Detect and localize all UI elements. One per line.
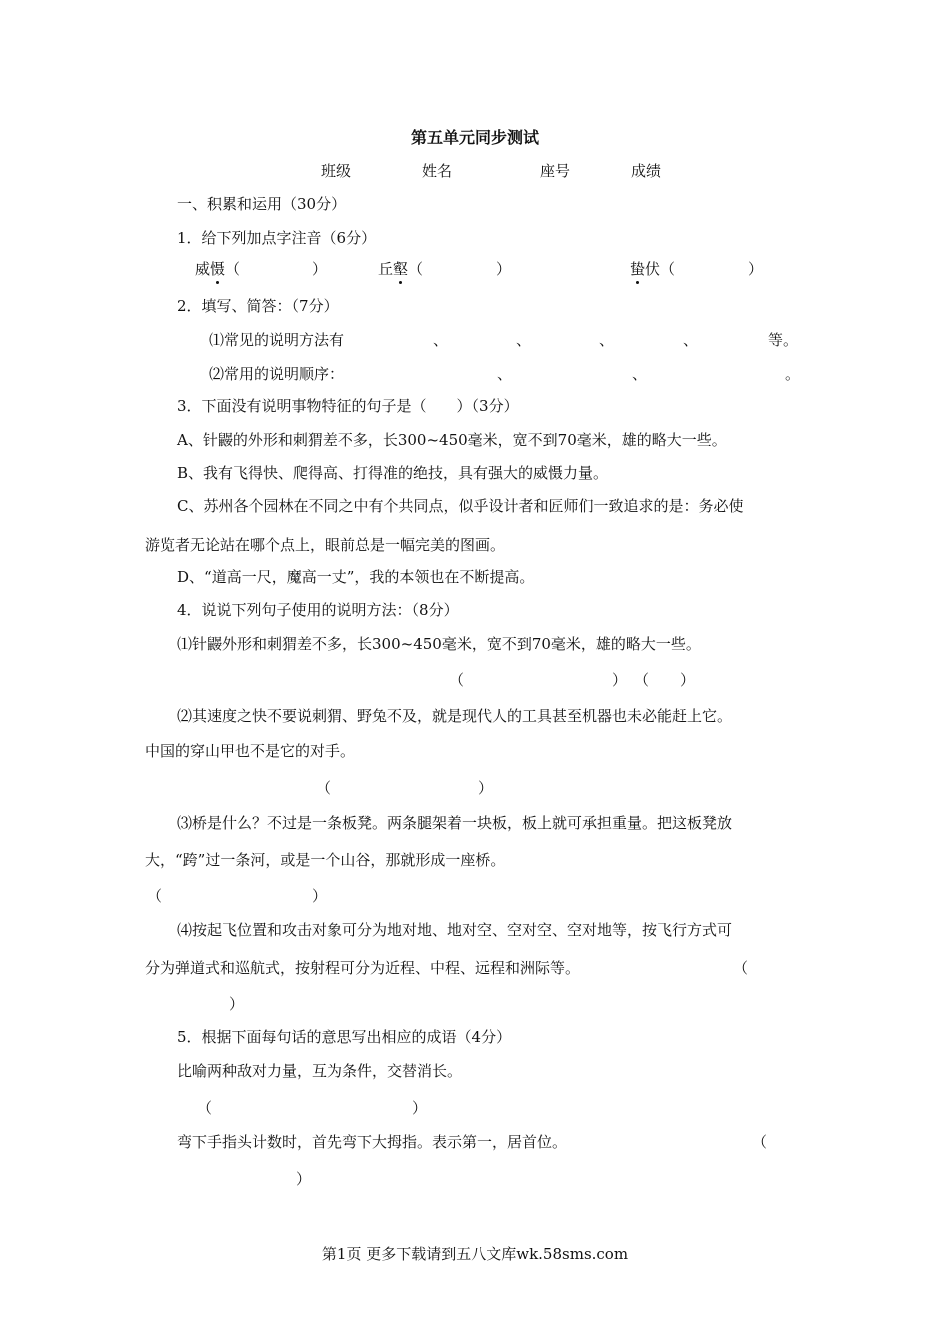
q2-line2-end: 。 [785, 365, 801, 383]
field-seat: 座号 [540, 162, 571, 180]
q3-option-b: B、我有飞得快、爬得高、打得准的绝技，具有强大的威慑力量。 [177, 464, 609, 482]
paren-open: （ [316, 779, 332, 797]
paren-close: ） [229, 995, 245, 1013]
paren-open: （ [752, 1133, 768, 1151]
paren-open: （ [634, 671, 650, 689]
q4-sentence-1: ⑴针鼹外形和刺猬差不多，长300~450毫米，宽不到70毫米，雄的略大一些。 [177, 635, 701, 653]
q2-line2-sep: 、 [632, 365, 648, 383]
dotted-char: 蛰 [630, 260, 646, 278]
q4-prompt: 4．说说下列句子使用的说明方法：（8分） [177, 601, 459, 619]
field-class: 班级 [321, 162, 352, 180]
q4-sentence-3-line1: ⑶桥是什么？不过是一条板凳。两条腿架着一块板，板上就可承担重量。把这板凳放 [177, 814, 733, 832]
paren-close: ） [296, 1170, 312, 1188]
q3-option-c-line1: C、苏州各个园林在不同之中有个共同点，似乎设计者和匠师们一致追求的是：务必使 [177, 497, 744, 515]
field-score: 成绩 [631, 162, 662, 180]
q1-item-2: 丘壑（ [378, 260, 424, 278]
paren-close: ） [412, 1099, 428, 1117]
q2-line1-label: ⑴常见的说明方法有 [209, 331, 345, 349]
paren-open: （ [733, 959, 749, 977]
paren-open: （ [449, 671, 465, 689]
paren-close: ） [680, 671, 696, 689]
q2-line2-sep: 、 [497, 365, 513, 383]
dotted-char: 慑 [210, 260, 226, 278]
page-title: 第五单元同步测试 [410, 128, 539, 147]
paren-close: ） [312, 887, 328, 905]
field-name: 姓名 [422, 162, 453, 180]
q1-prompt: 1．给下列加点字注音（6分） [177, 229, 377, 247]
page-footer: 第1页 更多下载请到五八文库wk.58sms.com [321, 1245, 629, 1263]
q4-sentence-2-line1: ⑵其速度之快不要说刺猬、野兔不及，就是现代人的工具甚至机器也未必能赶上它。 [177, 707, 733, 725]
paren-open: （ [147, 887, 163, 905]
q4-sentence-3-line2: 大，“跨”过一条河，或是一个山谷，那就形成一座桥。 [145, 851, 506, 869]
paren-close: ） [478, 779, 494, 797]
q1-item-1: 威慑（ [195, 260, 241, 278]
q5-clue-2: 弯下手指头计数时，首先弯下大拇指。表示第一，居首位。 [177, 1133, 568, 1151]
q2-line1-sep: 、 [516, 331, 532, 349]
q3-option-a: A、针鼹的外形和刺猬差不多，长300~450毫米，宽不到70毫米，雄的略大一些。 [177, 431, 727, 449]
paren-close: ） [612, 671, 628, 689]
q1-item-3-close: ） [748, 260, 764, 278]
q1-item-3: 蛰伏（ [630, 260, 676, 278]
q5-prompt: 5．根据下面每句话的意思写出相应的成语（4分） [177, 1028, 512, 1046]
q2-line1-sep: 、 [433, 331, 449, 349]
q1-item-2-close: ） [496, 260, 512, 278]
q4-sentence-4-line2: 分为弹道式和巡航式，按射程可分为近程、中程、远程和洲际等。 [145, 959, 581, 977]
q4-sentence-4-line1: ⑷按起飞位置和攻击对象可分为地对地、地对空、空对空、空对地等，按飞行方式可 [177, 921, 733, 939]
paren-open: （ [197, 1099, 213, 1117]
q2-prompt: 2．填写、简答：（7分） [177, 297, 339, 315]
dotted-char: 壑 [393, 260, 409, 278]
section-heading: 一、积累和运用（30分） [177, 195, 347, 213]
q5-clue-1: 比喻两种敌对力量，互为条件，交替消长。 [177, 1062, 463, 1080]
q3-option-c-line2: 游览者无论站在哪个点上，眼前总是一幅完美的图画。 [145, 536, 506, 554]
q2-line1-sep: 、 [683, 331, 699, 349]
q1-item-1-close: ） [312, 260, 328, 278]
q2-line1-end: 等。 [768, 331, 799, 349]
q3-option-d: D、“道高一尺，魔高一丈”，我的本领也在不断提高。 [177, 568, 535, 586]
q4-sentence-2-line2: 中国的穿山甲也不是它的对手。 [145, 742, 356, 760]
q2-line1-sep: 、 [599, 331, 615, 349]
q3-prompt: 3．下面没有说明事物特征的句子是（ ）（3分） [177, 397, 519, 415]
q2-line2-label: ⑵常用的说明顺序： [209, 365, 345, 383]
